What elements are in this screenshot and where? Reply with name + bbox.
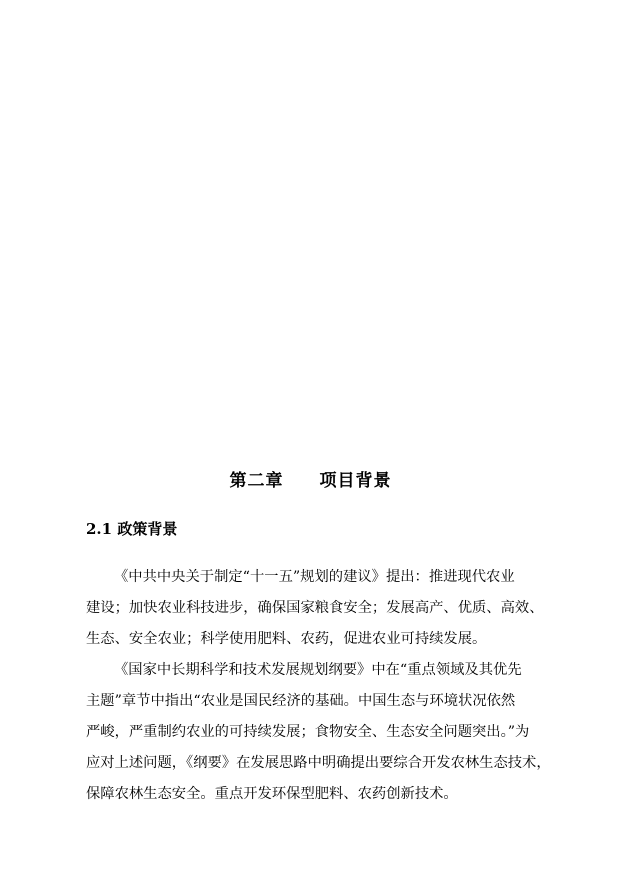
paragraph-line: 《中共中央关于制定“十一五”规划的建议》提出：推进现代农业 [114,569,515,585]
chapter-name: 项目背景 [319,471,392,491]
paragraph-line: 建设；加快农业科技进步，确保国家粮食安全；发展高产、优质、高效、 [86,600,544,616]
paragraph-line: 严峻，严重制约农业的可持续发展；食物安全、生态安全问题突出。”为 [86,724,530,740]
paragraph-line: 保障农林生态安全。重点开发环保型肥料、农药创新技术。 [86,786,458,802]
paragraph-line: 应对上述问题，《纲要》在发展思路中明确提出要综合开发农林生态技术， [86,755,551,771]
paragraph-line: 生态、安全农业；科学使用肥料、农药，促进农业可持续发展。 [86,631,487,647]
section-heading: 2.1 政策背景 [86,520,178,538]
paragraph-line: 《国家中长期科学和技术发展规划纲要》中在“重点领域及其优先 [114,662,522,678]
paragraph-science-plan [86,655,552,810]
chapter-number: 第二章 [229,471,284,491]
paragraph-line: 主题”章节中指出“农业是国民经济的基础。中国生态与环境状况依然 [86,693,516,709]
paragraph-policy-suggestion [86,562,552,655]
chapter-title [0,466,621,491]
